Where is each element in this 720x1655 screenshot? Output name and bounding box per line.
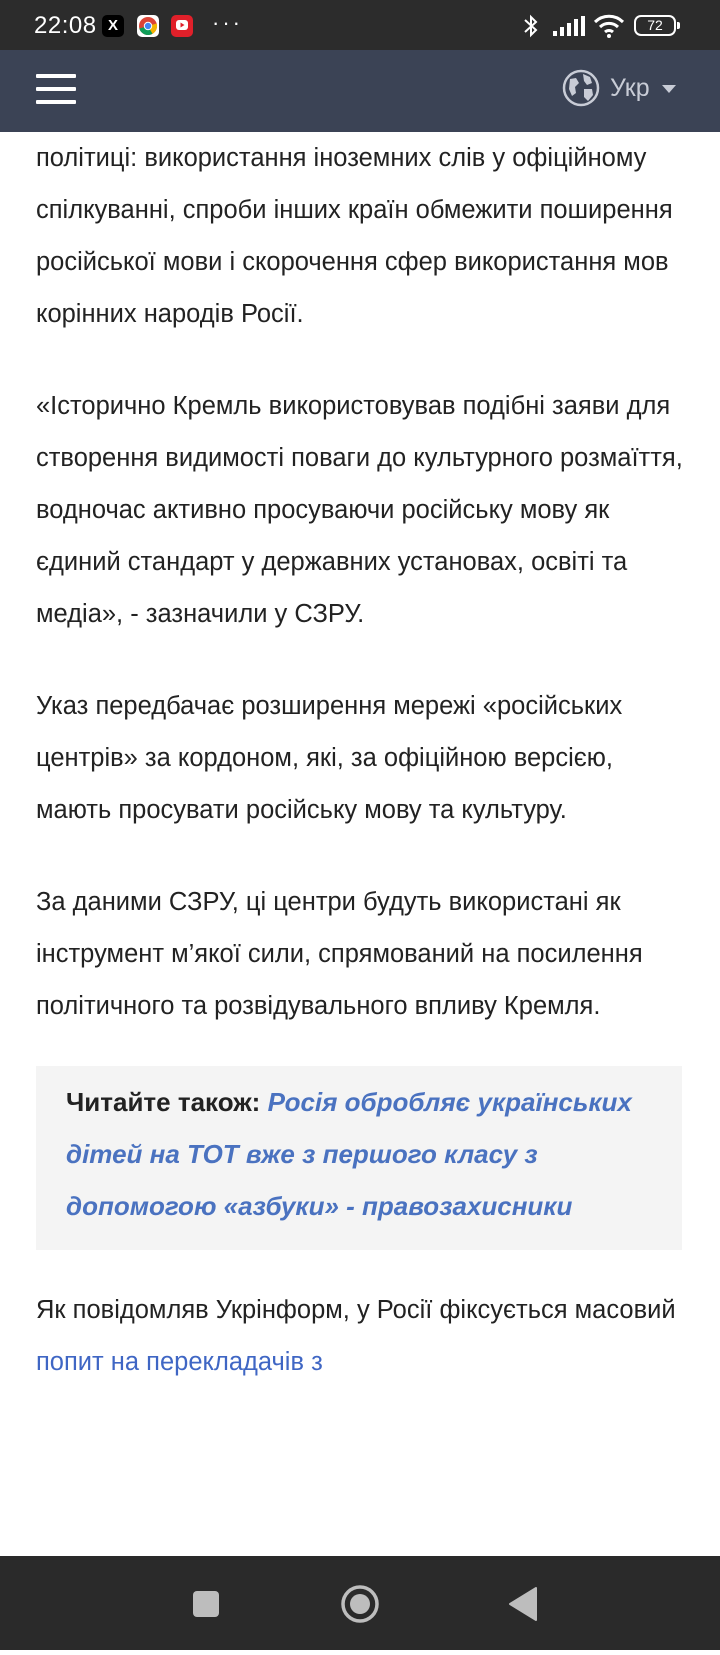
bluetooth-icon: [522, 14, 540, 38]
article-paragraph: Указ передбачає розширення мережі «російських центрів» за кордоном, які, за офіційною версією, мають просувати російську мову та культуру.: [36, 692, 623, 824]
article-paragraph: «Історично Кремль використовував подібні заяви для створення видимості поваги до культурного розмаїття, водночас активно просуваючи російську мову як єдиний стандарт у державних установах, освіті та медіа», - зазначили у СЗРУ.: [36, 392, 683, 628]
back-triangle-icon: [498, 1556, 550, 1650]
chevron-down-icon: [662, 85, 676, 93]
circle-icon: [334, 1556, 386, 1650]
battery-indicator: 72: [634, 15, 676, 36]
recent-apps-button[interactable]: [180, 1556, 232, 1650]
language-selector[interactable]: [562, 66, 676, 110]
article-paragraph: За даними СЗРУ, ці центри будуть використані як інструмент м’якої сили, спрямований на посилення політичного та розвідувального впливу Кремля.: [36, 888, 643, 1020]
chrome-app-icon: [137, 15, 159, 37]
menu-icon[interactable]: [36, 74, 76, 104]
system-nav-bar: [0, 1556, 720, 1650]
home-button[interactable]: [334, 1556, 386, 1650]
signal-icon: [553, 16, 587, 36]
status-bar: [0, 0, 720, 50]
translators-demand-link[interactable]: попит на перекладачів з: [36, 1348, 323, 1376]
read-also-box: [36, 1066, 682, 1250]
more-notifications-icon: ···: [212, 10, 243, 35]
paragraph-text: Як повідомляв Укрінформ, у Росії фіксується масовий: [36, 1296, 676, 1324]
x-app-icon: X: [102, 15, 124, 37]
article-body: [36, 132, 688, 1556]
status-time: 22:08: [34, 12, 97, 39]
back-button[interactable]: [498, 1556, 550, 1650]
youtube-app-icon: [171, 15, 193, 37]
language-label: Укр: [610, 73, 650, 102]
article-paragraph: [36, 1284, 688, 1388]
article-paragraph: політиці: використання іноземних слів у офіційному спілкуванні, спроби інших країн обмежити поширення російської мови і скорочення сфер використання мов корінних народів Росії.: [36, 144, 673, 328]
globe-icon: [562, 69, 600, 107]
read-also-label: Читайте також:: [66, 1087, 261, 1117]
read-also-link[interactable]: Росія обробляє українських дітей на ТОТ вже з першого класу з допомогою «азбуки» - правозахисники: [66, 1087, 632, 1221]
square-icon: [180, 1556, 232, 1650]
site-header: [0, 50, 720, 132]
wifi-icon: [593, 14, 625, 38]
